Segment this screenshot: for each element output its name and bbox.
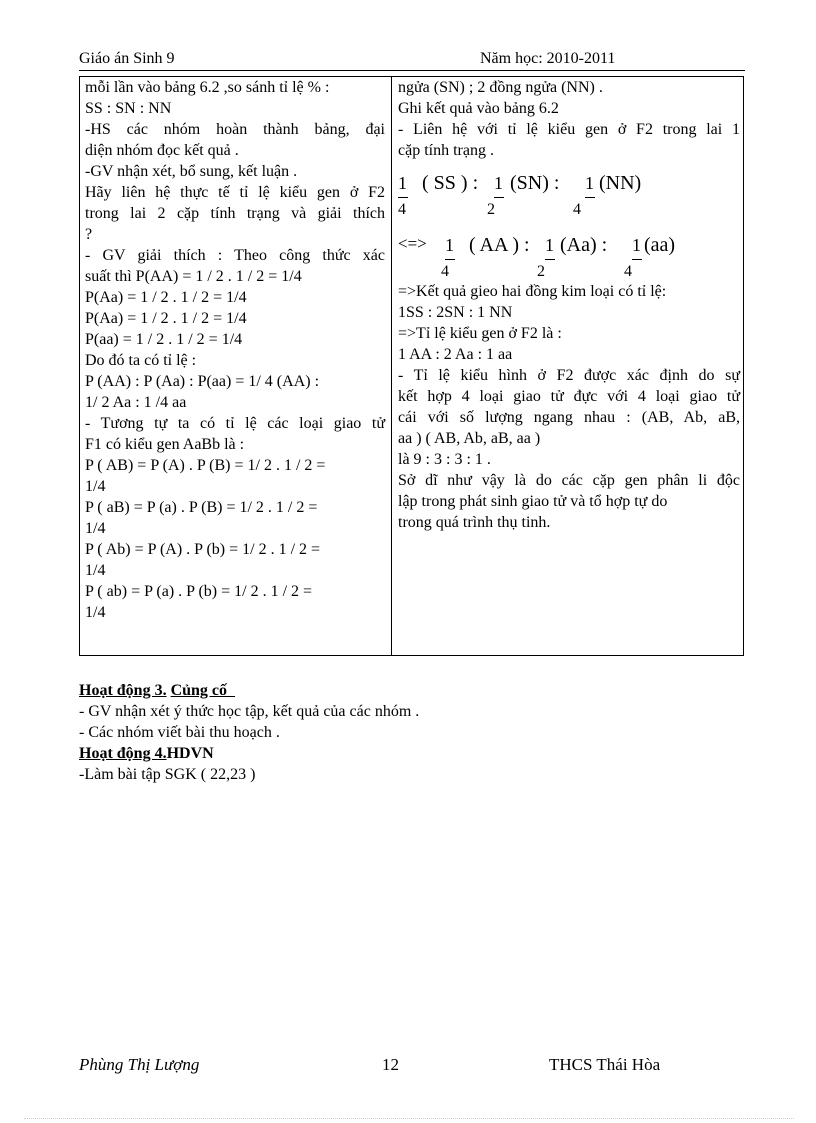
- header-subject: Giáo án Sinh 9: [79, 50, 175, 67]
- fraction-denominator: 4: [441, 263, 449, 280]
- text-line: - Liên hệ với tỉ lệ kiểu gen ở F2 trong lai 1: [398, 121, 740, 138]
- formula-term: ( AA ) :: [469, 234, 530, 256]
- fraction-bar: [398, 197, 408, 198]
- fraction-numerator: 1: [585, 173, 594, 193]
- fraction-bar: [545, 259, 555, 260]
- column-divider: [391, 77, 392, 655]
- formula-term: (Aa) :: [560, 234, 608, 256]
- text-line: Hãy liên hệ thực tế tỉ lệ kiểu gen ở F2: [85, 184, 385, 201]
- text-line: ngửa (SN) ; 2 đồng ngửa (NN) .: [398, 79, 603, 96]
- text-line: 1/ 2 Aa : 1 /4 aa: [85, 394, 187, 411]
- text-line: -GV nhận xét, bổ sung, kết luận .: [85, 163, 298, 180]
- activity-4-label: Hoạt động 4.: [79, 745, 167, 762]
- fraction-numerator: 1: [494, 173, 503, 193]
- text-line: kết hợp 4 loại giao tử đực với 4 loại giao tử: [398, 388, 740, 405]
- text-line: Sở dĩ như vậy là do các cặp gen phân li độc: [398, 472, 740, 489]
- text-line: ?: [85, 226, 93, 243]
- formula-term: (NN): [599, 172, 642, 194]
- activity-4-heading: [79, 743, 255, 764]
- text-line: P ( aB) = P (a) . P (B) = 1/ 2 . 1 / 2 =: [85, 499, 318, 516]
- fraction-bar: [585, 197, 595, 198]
- fraction-numerator: 1: [445, 235, 454, 255]
- text-line: 1/4: [85, 520, 106, 537]
- text-line: suất thì P(AA) = 1 / 2 . 1 / 2 = 1/4: [85, 268, 302, 285]
- text-line: Ghi kết quả vào bảng 6.2: [398, 100, 559, 117]
- text-line: P ( Ab) = P (A) . P (b) = 1/ 2 . 1 / 2 =: [85, 541, 321, 558]
- footer-page-number: 12: [382, 1055, 399, 1074]
- text-line: =>Kết quả gieo hai đồng kim loại có tỉ lệ:: [398, 283, 667, 300]
- text-line: -HS các nhóm hoàn thành bảng, đại: [85, 121, 385, 138]
- activity-3-section: [79, 680, 419, 743]
- fraction-bar: [445, 259, 455, 260]
- text-line: - GV giải thích : Theo công thức xác: [85, 247, 385, 264]
- fraction-bar: [632, 259, 642, 260]
- activity-4-section: [79, 743, 255, 785]
- activity-4-title: HDVN: [166, 745, 214, 762]
- text-line: - Tương tự ta có tỉ lệ các loại giao tử: [85, 415, 385, 432]
- activity-3-heading: [79, 680, 419, 701]
- activity-3-line: - GV nhận xét ý thức học tập, kết quả của các nhóm .: [79, 703, 420, 720]
- formula-term: (SN) :: [510, 172, 560, 194]
- heading-underline-tail: [227, 682, 235, 699]
- lesson-table: [79, 76, 744, 656]
- formula-term: (aa): [644, 234, 676, 256]
- footer-school: THCS Thái Hòa: [549, 1055, 661, 1074]
- activity-3-title: Củng cố: [170, 682, 228, 699]
- text-line: 1SS : 2SN : 1 NN: [398, 304, 513, 321]
- teacher-activity-column: [85, 77, 385, 623]
- text-line: 1/4: [85, 562, 106, 579]
- text-line: cái với số lượng ngang nhau : (AB, Ab, aB,: [398, 409, 740, 426]
- text-line: là 9 : 3 : 3 : 1 .: [398, 451, 491, 468]
- text-line: 1/4: [85, 478, 106, 495]
- text-line: P(Aa) = 1 / 2 . 1 / 2 = 1/4: [85, 289, 247, 306]
- formula-term: ( SS ) :: [422, 172, 479, 194]
- fraction-numerator: 1: [545, 235, 554, 255]
- fraction-denominator: 4: [398, 201, 406, 218]
- text-line: mỗi lần vào bảng 6.2 ,so sánh tỉ lệ % :: [85, 79, 330, 96]
- text-line: 1/4: [85, 604, 106, 621]
- text-line: SS : SN : NN: [85, 100, 172, 117]
- activity-4-line: -Làm bài tập SGK ( 22,23 ): [79, 766, 256, 783]
- fraction-formula-ss-sn-nn: [398, 161, 740, 217]
- text-line: P(Aa) = 1 / 2 . 1 / 2 = 1/4: [85, 310, 247, 327]
- fraction-formula-aa-aa-aa: [398, 223, 740, 279]
- activity-3-line: - Các nhóm viết bài thu hoạch .: [79, 724, 280, 741]
- equivalence-symbol: <=>: [398, 234, 427, 253]
- fraction-bar: [494, 197, 504, 198]
- text-line: =>Tỉ lệ kiểu gen ở F2 là :: [398, 325, 562, 342]
- text-line: P ( ab) = P (a) . P (b) = 1/ 2 . 1 / 2 =: [85, 583, 313, 600]
- fraction-numerator: 1: [398, 173, 407, 193]
- text-line: - Tỉ lệ kiểu hình ở F2 được xác định do sự: [398, 367, 740, 384]
- fraction-denominator: 4: [624, 263, 632, 280]
- text-line: lập trong phát sinh giao tử và tổ hợp tự do: [398, 493, 668, 510]
- page-bottom-edge: [24, 1118, 794, 1119]
- text-line: aa ) ( AB, Ab, aB, aa ): [398, 430, 541, 447]
- text-line: trong lai 2 cặp tính trạng và giải thích: [85, 205, 385, 222]
- fraction-denominator: 4: [573, 201, 581, 218]
- fraction-numerator: 1: [632, 235, 641, 255]
- text-line: P(aa) = 1 / 2 . 1 / 2 = 1/4: [85, 331, 243, 348]
- text-line: P ( AB) = P (A) . P (B) = 1/ 2 . 1 / 2 =: [85, 457, 326, 474]
- footer-author: Phùng Thị Lượng: [79, 1055, 200, 1074]
- header-rule: [79, 70, 745, 71]
- text-line: Do đó ta có tỉ lệ :: [85, 352, 197, 369]
- text-line: diện nhóm đọc kết quả .: [85, 142, 239, 159]
- activity-3-label: Hoạt động 3.: [79, 682, 167, 699]
- header-school-year: Năm học: 2010-2011: [480, 50, 616, 67]
- fraction-denominator: 2: [537, 263, 545, 280]
- text-line: trong quá trình thụ tinh.: [398, 514, 551, 531]
- text-line: 1 AA : 2 Aa : 1 aa: [398, 346, 513, 363]
- student-activity-column: [398, 77, 740, 533]
- text-line: P (AA) : P (Aa) : P(aa) = 1/ 4 (AA) :: [85, 373, 320, 390]
- text-line: cặp tính trạng .: [398, 142, 494, 159]
- text-line: F1 có kiểu gen AaBb là :: [85, 436, 245, 453]
- fraction-denominator: 2: [487, 201, 495, 218]
